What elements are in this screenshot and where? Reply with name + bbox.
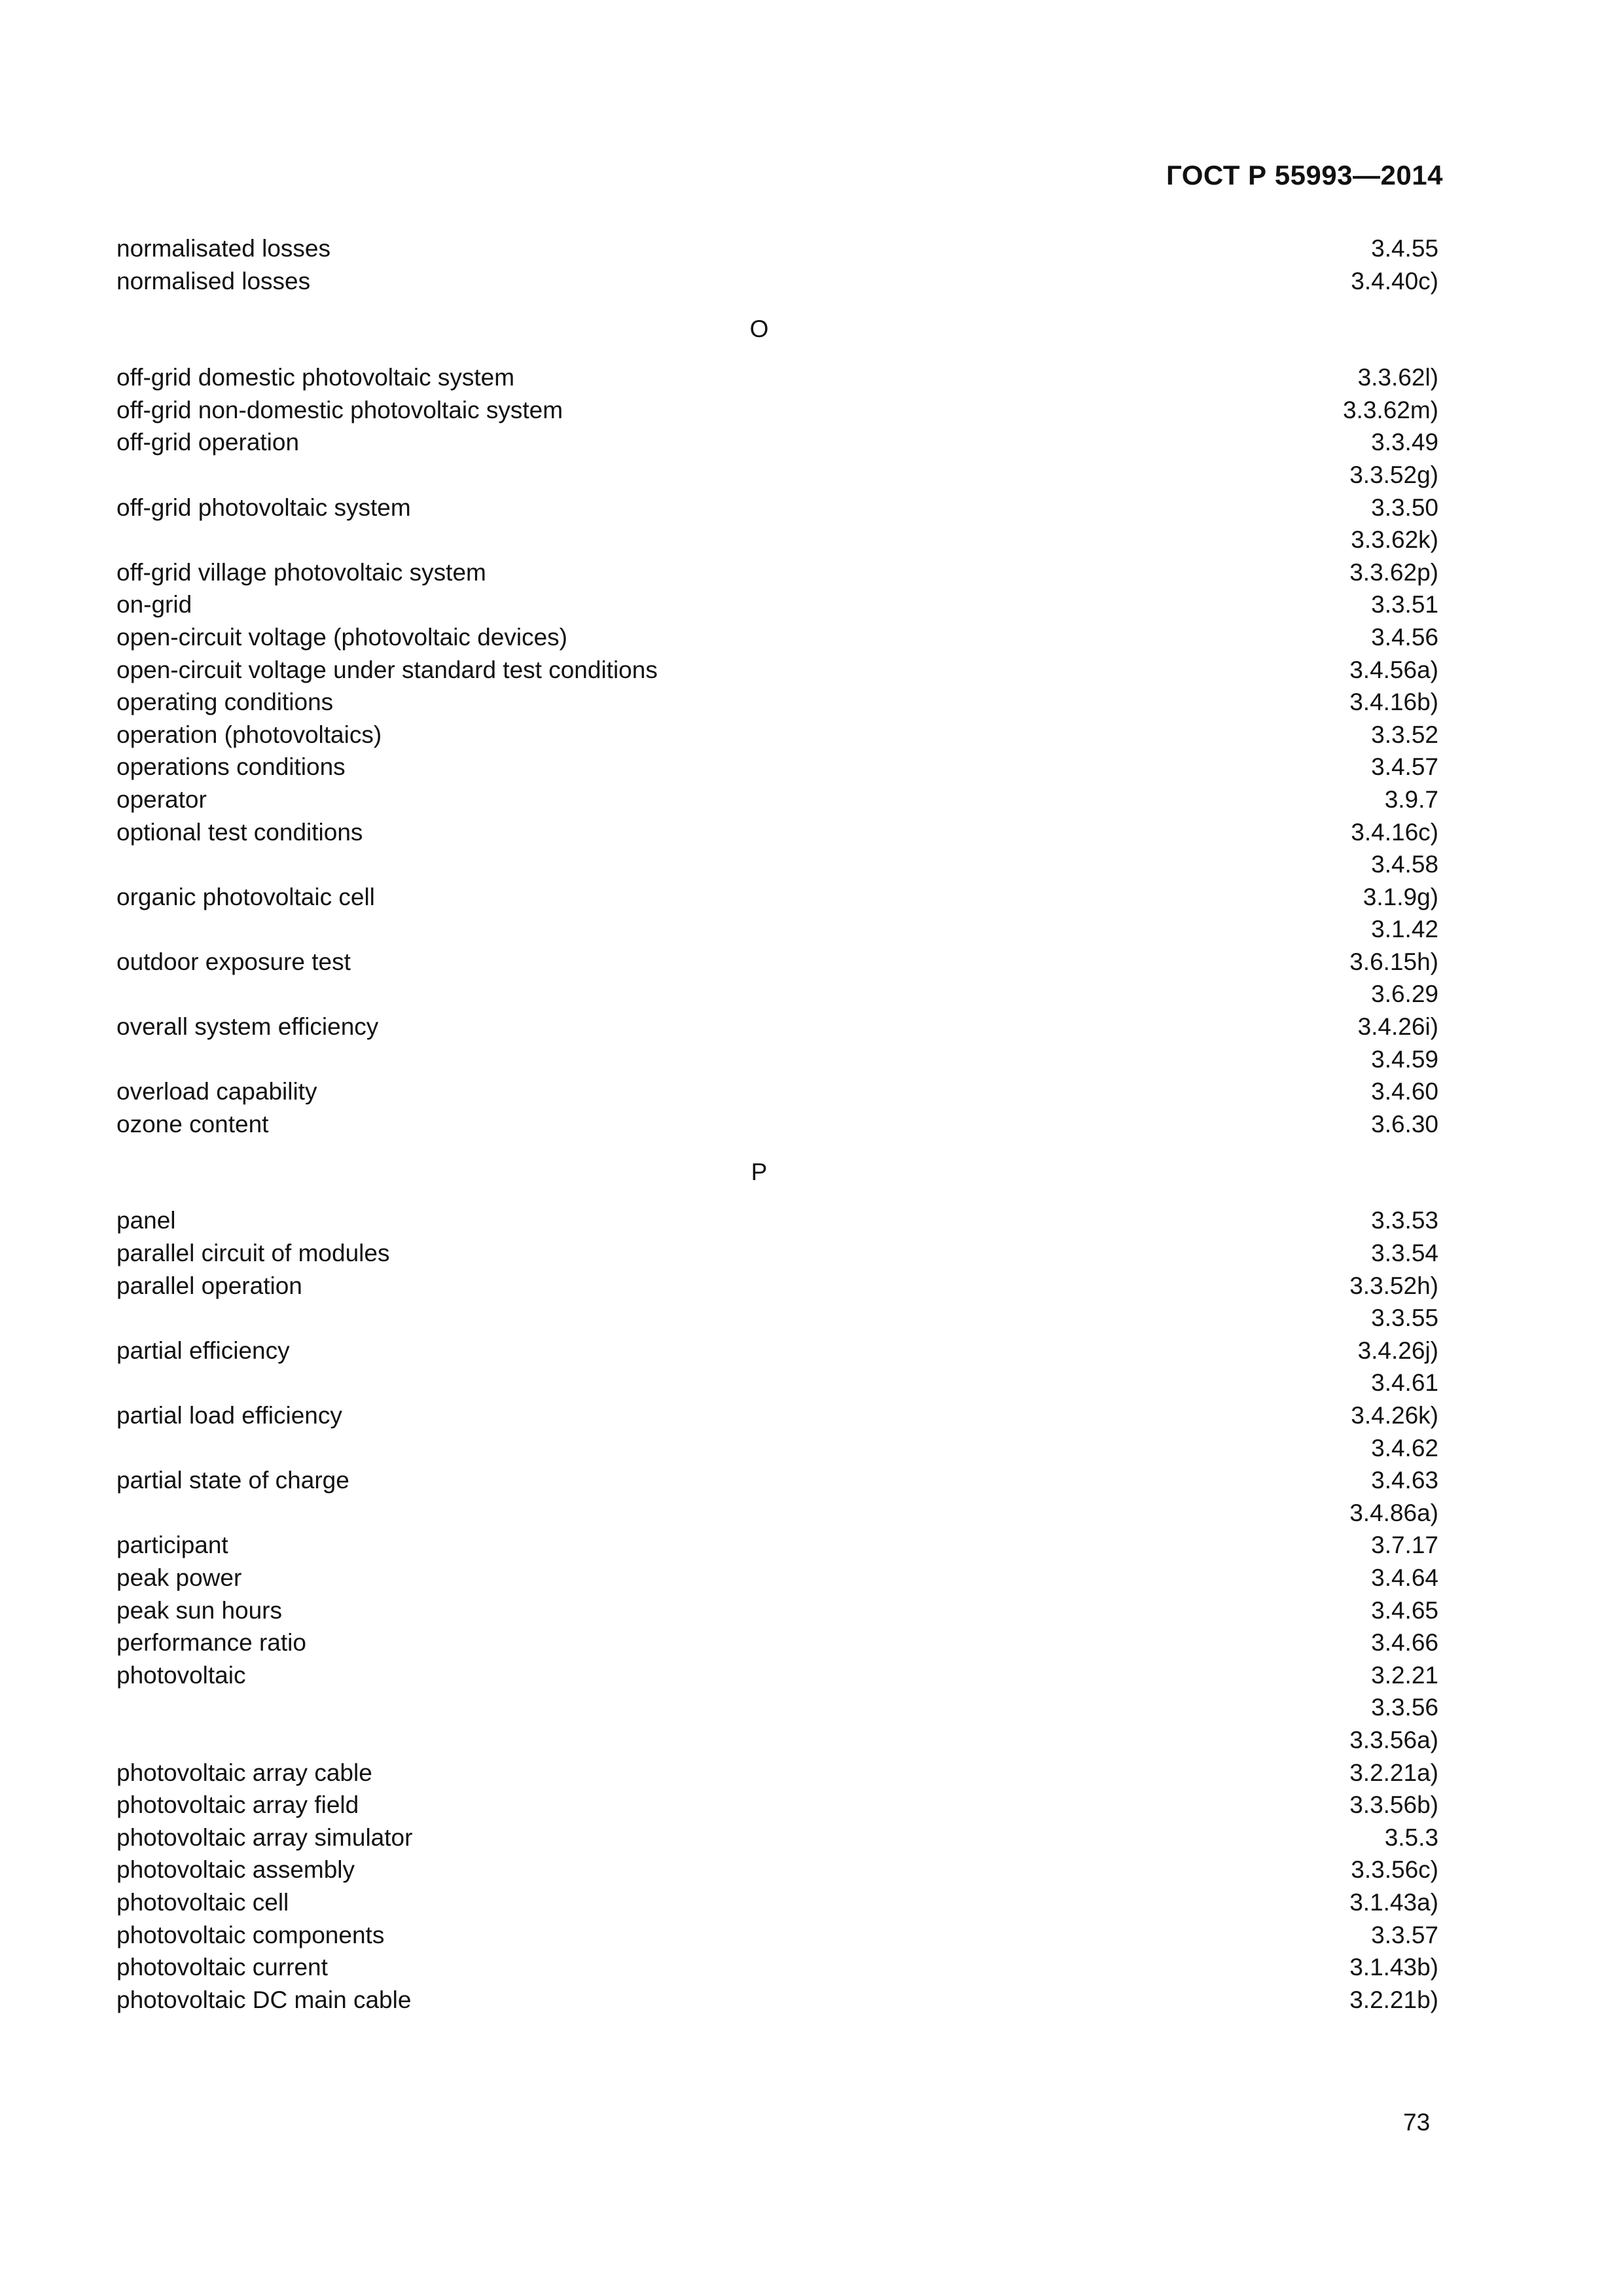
index-reference: 3.1.43a) xyxy=(1349,1888,1438,1916)
index-row xyxy=(116,1854,1438,1886)
index-reference: 3.1.43b) xyxy=(1349,1954,1438,1981)
index-reference: 3.3.56c) xyxy=(1351,1856,1438,1884)
index-term: photovoltaic current xyxy=(116,1954,328,1981)
index-reference: 3.1.42 xyxy=(1371,916,1438,943)
index-reference: 3.1.9g) xyxy=(1363,883,1438,910)
index-row xyxy=(116,621,1438,654)
index-term: on-grid xyxy=(116,591,192,619)
document-header: ГОСТ Р 55993—2014 xyxy=(1166,160,1443,190)
index-row xyxy=(116,524,1438,556)
index-term: photovoltaic DC main cable xyxy=(116,1986,412,2013)
index-row xyxy=(116,1367,1438,1399)
index-row xyxy=(116,946,1438,978)
index-reference: 3.4.56 xyxy=(1371,623,1438,651)
index-row xyxy=(116,1043,1438,1076)
index-term: operation (photovoltaics) xyxy=(116,721,382,748)
index-reference: 3.4.55 xyxy=(1371,235,1438,262)
index-reference: 3.4.60 xyxy=(1371,1078,1438,1105)
index-row xyxy=(116,1335,1438,1367)
index-term: off-grid village photovoltaic system xyxy=(116,558,486,586)
index-reference: 3.4.16b) xyxy=(1349,689,1438,716)
index-term: ozone content xyxy=(116,1110,269,1138)
index-term: photovoltaic array cable xyxy=(116,1759,372,1786)
index-reference: 3.4.56a) xyxy=(1349,656,1438,683)
index-term: partial load efficiency xyxy=(116,1402,342,1429)
index-term: partial efficiency xyxy=(116,1336,290,1364)
section-letter-text: O xyxy=(749,315,769,343)
index-term: partial state of charge xyxy=(116,1467,349,1494)
index-term: normalised losses xyxy=(116,267,311,295)
index-row xyxy=(116,1237,1438,1270)
index-row xyxy=(116,1789,1438,1821)
index-reference: 3.3.56a) xyxy=(1349,1726,1438,1753)
index-row xyxy=(116,1108,1438,1141)
index-term: operating conditions xyxy=(116,689,334,716)
index-row xyxy=(116,1757,1438,1789)
section-letter-text: P xyxy=(751,1158,768,1186)
index-row xyxy=(116,783,1438,816)
index-row xyxy=(116,1302,1438,1335)
index-term: optional test conditions xyxy=(116,818,363,846)
index-reference: 3.3.62l) xyxy=(1357,364,1438,391)
index-reference: 3.4.26k) xyxy=(1351,1402,1438,1429)
term-index xyxy=(116,232,1438,2016)
index-reference: 3.3.55 xyxy=(1371,1304,1438,1332)
index-term: parallel circuit of modules xyxy=(116,1240,390,1267)
index-term: off-grid photovoltaic system xyxy=(116,493,411,521)
index-term: operations conditions xyxy=(116,753,346,781)
index-term: off-grid domestic photovoltaic system xyxy=(116,364,515,391)
index-reference: 3.3.53 xyxy=(1371,1207,1438,1234)
index-term: panel xyxy=(116,1207,176,1234)
index-term: photovoltaic xyxy=(116,1661,246,1689)
index-row xyxy=(116,1691,1438,1724)
index-reference: 3.2.21b) xyxy=(1349,1986,1438,2013)
index-row xyxy=(116,751,1438,783)
index-reference: 3.7.17 xyxy=(1371,1532,1438,1559)
index-term: outdoor exposure test xyxy=(116,948,351,975)
index-term: peak power xyxy=(116,1564,242,1591)
index-reference: 3.4.64 xyxy=(1371,1564,1438,1591)
index-row xyxy=(116,1464,1438,1497)
index-reference: 3.4.61 xyxy=(1371,1369,1438,1397)
index-reference: 3.3.52g) xyxy=(1349,461,1438,488)
index-reference: 3.9.7 xyxy=(1384,785,1438,813)
index-term: photovoltaic array simulator xyxy=(116,1823,413,1851)
index-row xyxy=(116,1821,1438,1854)
index-row xyxy=(116,492,1438,524)
index-reference: 3.3.56b) xyxy=(1349,1791,1438,1819)
index-term: organic photovoltaic cell xyxy=(116,883,375,910)
index-row xyxy=(116,848,1438,881)
index-term: overall system efficiency xyxy=(116,1013,379,1041)
index-reference: 3.4.86a) xyxy=(1349,1499,1438,1526)
index-row xyxy=(116,816,1438,849)
index-row xyxy=(116,1529,1438,1562)
index-term: photovoltaic components xyxy=(116,1921,385,1948)
index-row xyxy=(116,588,1438,621)
index-reference: 3.4.58 xyxy=(1371,851,1438,878)
index-term: open-circuit voltage (photovoltaic devices) xyxy=(116,623,567,651)
index-row xyxy=(116,1886,1438,1919)
index-reference: 3.4.40c) xyxy=(1351,267,1438,295)
index-reference: 3.4.66 xyxy=(1371,1629,1438,1657)
index-term: overload capability xyxy=(116,1078,317,1105)
index-term: operator xyxy=(116,785,207,813)
index-row xyxy=(116,1075,1438,1108)
index-term: photovoltaic assembly xyxy=(116,1856,355,1884)
index-reference: 3.4.57 xyxy=(1371,753,1438,781)
index-term: peak sun hours xyxy=(116,1596,283,1624)
index-row xyxy=(116,978,1438,1011)
index-row xyxy=(116,1270,1438,1302)
index-term: parallel operation xyxy=(116,1272,302,1299)
index-reference: 3.3.51 xyxy=(1371,591,1438,619)
index-reference: 3.4.59 xyxy=(1371,1045,1438,1073)
index-reference: 3.3.62p) xyxy=(1349,558,1438,586)
index-reference: 3.3.52 xyxy=(1371,721,1438,748)
index-row xyxy=(116,1951,1438,1984)
index-term: photovoltaic cell xyxy=(116,1888,289,1916)
index-reference: 3.4.26i) xyxy=(1357,1013,1438,1041)
index-term: off-grid non-domestic photovoltaic system xyxy=(116,396,563,423)
index-term: photovoltaic array field xyxy=(116,1791,359,1819)
index-row xyxy=(116,1594,1438,1627)
index-reference: 3.4.65 xyxy=(1371,1596,1438,1624)
index-reference: 3.6.29 xyxy=(1371,980,1438,1008)
index-row xyxy=(116,719,1438,751)
index-row xyxy=(116,232,1438,265)
index-reference: 3.3.49 xyxy=(1371,429,1438,456)
index-row xyxy=(116,686,1438,719)
index-row xyxy=(116,1984,1438,2017)
index-term: participant xyxy=(116,1532,228,1559)
index-reference: 3.3.57 xyxy=(1371,1921,1438,1948)
index-row xyxy=(116,265,1438,298)
index-reference: 3.6.15h) xyxy=(1349,948,1438,975)
index-reference: 3.4.16c) xyxy=(1351,818,1438,846)
index-row xyxy=(116,361,1438,394)
page-number: 73 xyxy=(1403,2109,1431,2136)
index-row xyxy=(116,1659,1438,1692)
index-row xyxy=(116,1204,1438,1237)
index-reference: 3.2.21 xyxy=(1371,1661,1438,1689)
index-row xyxy=(116,1626,1438,1659)
index-reference: 3.6.30 xyxy=(1371,1110,1438,1138)
section-letter xyxy=(116,1141,1438,1204)
index-row xyxy=(116,1724,1438,1757)
index-row xyxy=(116,1432,1438,1465)
section-letter xyxy=(116,298,1438,361)
index-reference: 3.4.26j) xyxy=(1357,1336,1438,1364)
index-term: performance ratio xyxy=(116,1629,306,1657)
index-row xyxy=(116,881,1438,914)
index-reference: 3.3.54 xyxy=(1371,1240,1438,1267)
index-reference: 3.4.62 xyxy=(1371,1434,1438,1462)
index-row xyxy=(116,1011,1438,1043)
index-row xyxy=(116,913,1438,946)
index-reference: 3.3.50 xyxy=(1371,493,1438,521)
index-row xyxy=(116,654,1438,687)
index-row xyxy=(116,459,1438,492)
index-reference: 3.3.52h) xyxy=(1349,1272,1438,1299)
index-row xyxy=(116,1399,1438,1432)
index-row xyxy=(116,1562,1438,1594)
index-reference: 3.3.56 xyxy=(1371,1694,1438,1721)
index-row xyxy=(116,1497,1438,1530)
index-reference: 3.4.63 xyxy=(1371,1467,1438,1494)
index-row xyxy=(116,394,1438,427)
index-term: off-grid operation xyxy=(116,429,300,456)
index-row xyxy=(116,1919,1438,1952)
index-reference: 3.5.3 xyxy=(1384,1823,1438,1851)
index-reference: 3.3.62k) xyxy=(1351,526,1438,554)
index-row xyxy=(116,556,1438,589)
index-term: open-circuit voltage under standard test conditions xyxy=(116,656,658,683)
index-term: normalisated losses xyxy=(116,235,330,262)
index-row xyxy=(116,426,1438,459)
index-reference: 3.2.21a) xyxy=(1349,1759,1438,1786)
index-reference: 3.3.62m) xyxy=(1342,396,1438,423)
